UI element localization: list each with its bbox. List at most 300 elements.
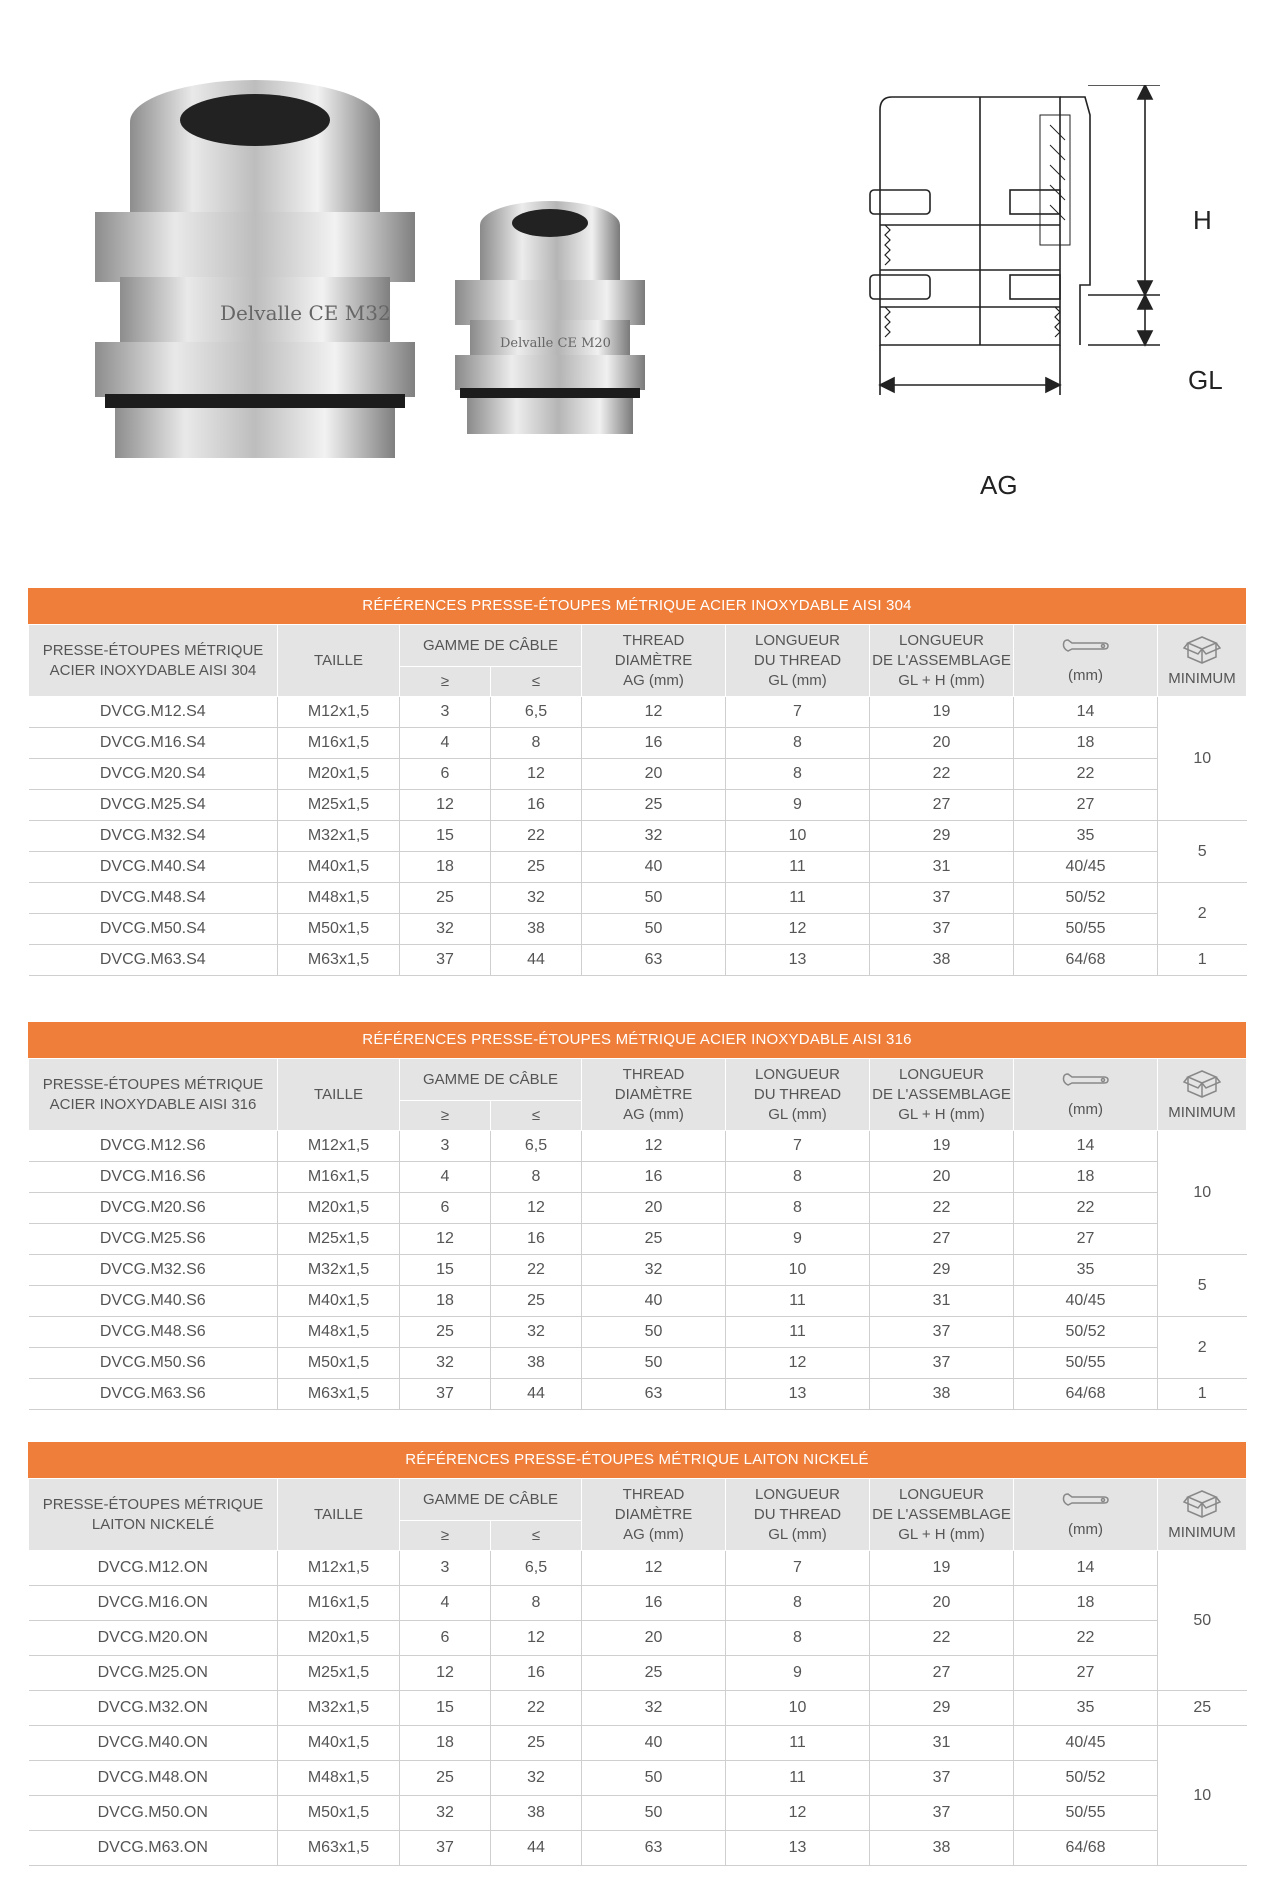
cell-taille: M50x1,5	[278, 914, 400, 945]
cell-longueur-gl: 13	[726, 1379, 870, 1410]
cell-longueur-gl: 8	[726, 1162, 870, 1193]
cell-cable-max: 22	[491, 1691, 582, 1726]
table-title: RÉFÉRENCES PRESSE-ÉTOUPES MÉTRIQUE ACIER INOXYDABLE AISI 316	[28, 1022, 1246, 1058]
cell-taille: M32x1,5	[278, 1255, 400, 1286]
cell-cable-max: 12	[491, 1193, 582, 1224]
table-row	[29, 1551, 1247, 1586]
cell-reference: DVCG.M25.S6	[29, 1224, 278, 1255]
cell-longueur-assemblage: 38	[870, 945, 1014, 976]
cell-minimum: 10	[1158, 1131, 1247, 1255]
cell-longueur-gl: 10	[726, 1691, 870, 1726]
cell-cable-min: 12	[400, 790, 491, 821]
cell-reference: DVCG.M50.ON	[29, 1796, 278, 1831]
cell-minimum: 10	[1158, 697, 1247, 821]
cell-reference: DVCG.M25.ON	[29, 1656, 278, 1691]
cell-longueur-gl: 13	[726, 945, 870, 976]
header-longueur-thread: LONGUEUR DU THREAD GL (mm)	[726, 625, 870, 697]
cell-longueur-assemblage: 31	[870, 1286, 1014, 1317]
cell-cle: 18	[1014, 1586, 1158, 1621]
cell-cable-min: 4	[400, 1586, 491, 1621]
table-row	[29, 1348, 1247, 1379]
gland-marking-large: Delvalle CE M32	[220, 301, 391, 325]
cell-thread-ag: 40	[582, 852, 726, 883]
cable-gland-large-photo	[90, 72, 420, 472]
cell-cable-max: 8	[491, 1586, 582, 1621]
table-row	[29, 1379, 1247, 1410]
cell-reference: DVCG.M25.S4	[29, 790, 278, 821]
cell-longueur-gl: 13	[726, 1831, 870, 1866]
cell-taille: M16x1,5	[278, 1162, 400, 1193]
cell-cle: 50/55	[1014, 1796, 1158, 1831]
cell-cle: 18	[1014, 1162, 1158, 1193]
cell-longueur-gl: 11	[726, 883, 870, 914]
cell-longueur-assemblage: 19	[870, 1551, 1014, 1586]
cell-reference: DVCG.M32.S6	[29, 1255, 278, 1286]
cell-reference: DVCG.M12.ON	[29, 1551, 278, 1586]
cell-cable-max: 8	[491, 728, 582, 759]
cell-longueur-assemblage: 37	[870, 914, 1014, 945]
dimension-label-h: H	[1193, 205, 1212, 235]
table-row	[29, 883, 1247, 914]
cell-thread-ag: 40	[582, 1286, 726, 1317]
cell-thread-ag: 25	[582, 1656, 726, 1691]
header-wrench-size: (mm)	[1014, 1479, 1158, 1551]
table-row	[29, 1131, 1247, 1162]
cell-taille: M32x1,5	[278, 821, 400, 852]
cell-cable-min: 4	[400, 1162, 491, 1193]
cell-minimum: 5	[1158, 1255, 1247, 1317]
table-row	[29, 945, 1247, 976]
cell-longueur-gl: 9	[726, 1656, 870, 1691]
cell-longueur-assemblage: 19	[870, 1131, 1014, 1162]
header-minimum: MINIMUM	[1158, 1479, 1247, 1551]
cell-longueur-assemblage: 37	[870, 1348, 1014, 1379]
cell-thread-ag: 32	[582, 1255, 726, 1286]
cell-taille: M40x1,5	[278, 1286, 400, 1317]
header-thread-diametre: THREAD DIAMÈTRE AG (mm)	[582, 1479, 726, 1551]
cell-cle: 40/45	[1014, 1726, 1158, 1761]
cell-reference: DVCG.M40.S4	[29, 852, 278, 883]
cell-longueur-gl: 12	[726, 1796, 870, 1831]
cell-cable-max: 32	[491, 1761, 582, 1796]
cell-cable-min: 32	[400, 1348, 491, 1379]
header-ge: ≥	[400, 1101, 491, 1131]
table-title: RÉFÉRENCES PRESSE-ÉTOUPES MÉTRIQUE ACIER INOXYDABLE AISI 304	[28, 588, 1246, 624]
cell-taille: M20x1,5	[278, 1621, 400, 1656]
header-longueur-assemblage: LONGUEUR DE L'ASSEMBLAGE GL + H (mm)	[870, 1479, 1014, 1551]
wrench-icon	[1060, 1490, 1112, 1514]
cell-reference: DVCG.M63.ON	[29, 1831, 278, 1866]
header-reference: PRESSE-ÉTOUPES MÉTRIQUE ACIER INOXYDABLE AISI 304	[29, 625, 278, 697]
cell-minimum: 2	[1158, 1317, 1247, 1379]
cell-thread-ag: 32	[582, 1691, 726, 1726]
header-reference: PRESSE-ÉTOUPES MÉTRIQUE LAITON NICKELÉ	[29, 1479, 278, 1551]
table-row	[29, 1586, 1247, 1621]
reference-table-aisi-316	[28, 1022, 1246, 1410]
cell-longueur-gl: 7	[726, 1551, 870, 1586]
cell-thread-ag: 25	[582, 1224, 726, 1255]
cell-cle: 14	[1014, 1131, 1158, 1162]
cell-longueur-gl: 11	[726, 1317, 870, 1348]
dimension-drawing	[860, 85, 1220, 515]
cell-thread-ag: 20	[582, 759, 726, 790]
table-row	[29, 1656, 1247, 1691]
table-row	[29, 1286, 1247, 1317]
cell-cable-max: 8	[491, 1162, 582, 1193]
header-taille: TAILLE	[278, 625, 400, 697]
cell-longueur-assemblage: 20	[870, 728, 1014, 759]
header-taille: TAILLE	[278, 1059, 400, 1131]
cell-longueur-assemblage: 22	[870, 759, 1014, 790]
cell-cable-min: 15	[400, 821, 491, 852]
cell-cable-max: 44	[491, 945, 582, 976]
cell-minimum: 2	[1158, 883, 1247, 945]
cell-minimum: 5	[1158, 821, 1247, 883]
cell-cable-max: 32	[491, 1317, 582, 1348]
header-longueur-thread: LONGUEUR DU THREAD GL (mm)	[726, 1479, 870, 1551]
cell-taille: M63x1,5	[278, 1831, 400, 1866]
cell-reference: DVCG.M20.S6	[29, 1193, 278, 1224]
cell-reference: DVCG.M12.S6	[29, 1131, 278, 1162]
cell-taille: M20x1,5	[278, 759, 400, 790]
cell-thread-ag: 63	[582, 1831, 726, 1866]
header-reference: PRESSE-ÉTOUPES MÉTRIQUE ACIER INOXYDABLE AISI 316	[29, 1059, 278, 1131]
cell-cle: 18	[1014, 728, 1158, 759]
cell-cable-min: 37	[400, 945, 491, 976]
cell-cable-min: 12	[400, 1224, 491, 1255]
cell-cable-min: 15	[400, 1691, 491, 1726]
cell-thread-ag: 50	[582, 914, 726, 945]
cell-longueur-gl: 8	[726, 1193, 870, 1224]
table-row	[29, 1255, 1247, 1286]
cell-cable-min: 4	[400, 728, 491, 759]
cell-longueur-gl: 10	[726, 821, 870, 852]
cell-taille: M20x1,5	[278, 1193, 400, 1224]
table-row	[29, 1831, 1247, 1866]
cell-cle: 35	[1014, 1691, 1158, 1726]
cell-thread-ag: 12	[582, 1131, 726, 1162]
cell-thread-ag: 32	[582, 821, 726, 852]
cell-longueur-assemblage: 31	[870, 1726, 1014, 1761]
cell-cle: 40/45	[1014, 852, 1158, 883]
cell-cle: 35	[1014, 821, 1158, 852]
table-row	[29, 1193, 1247, 1224]
cell-taille: M25x1,5	[278, 790, 400, 821]
cell-taille: M32x1,5	[278, 1691, 400, 1726]
cell-taille: M40x1,5	[278, 1726, 400, 1761]
cell-longueur-gl: 8	[726, 728, 870, 759]
cell-cable-max: 25	[491, 852, 582, 883]
wrench-icon	[1060, 636, 1112, 660]
cell-cable-min: 6	[400, 759, 491, 790]
cell-cle: 50/52	[1014, 1317, 1158, 1348]
header-gamme-cable: GAMME DE CÂBLE	[400, 625, 582, 667]
cell-longueur-assemblage: 29	[870, 1255, 1014, 1286]
cell-reference: DVCG.M48.S4	[29, 883, 278, 914]
cell-thread-ag: 12	[582, 1551, 726, 1586]
table-row	[29, 790, 1247, 821]
cell-longueur-gl: 8	[726, 1586, 870, 1621]
cell-cable-min: 25	[400, 1761, 491, 1796]
cell-cle: 14	[1014, 697, 1158, 728]
cell-taille: M63x1,5	[278, 1379, 400, 1410]
cell-taille: M12x1,5	[278, 1131, 400, 1162]
cell-thread-ag: 40	[582, 1726, 726, 1761]
table-row	[29, 1621, 1247, 1656]
reference-table-laiton-nickele	[28, 1442, 1246, 1866]
cell-longueur-gl: 11	[726, 1761, 870, 1796]
cell-reference: DVCG.M12.S4	[29, 697, 278, 728]
cell-cle: 40/45	[1014, 1286, 1158, 1317]
cell-minimum: 25	[1158, 1691, 1247, 1726]
cell-reference: DVCG.M50.S6	[29, 1348, 278, 1379]
cell-longueur-assemblage: 19	[870, 697, 1014, 728]
cell-cle: 64/68	[1014, 1379, 1158, 1410]
header-le: ≤	[491, 667, 582, 697]
cell-taille: M48x1,5	[278, 1317, 400, 1348]
cell-reference: DVCG.M40.ON	[29, 1726, 278, 1761]
cell-taille: M63x1,5	[278, 945, 400, 976]
cell-thread-ag: 16	[582, 728, 726, 759]
header-longueur-thread: LONGUEUR DU THREAD GL (mm)	[726, 1059, 870, 1131]
cell-taille: M25x1,5	[278, 1224, 400, 1255]
gland-marking-small: Delvalle CE M20	[500, 336, 611, 351]
cell-cle: 22	[1014, 1193, 1158, 1224]
cell-taille: M12x1,5	[278, 697, 400, 728]
table-row	[29, 1317, 1247, 1348]
cell-longueur-gl: 11	[726, 1286, 870, 1317]
header-longueur-assemblage: LONGUEUR DE L'ASSEMBLAGE GL + H (mm)	[870, 1059, 1014, 1131]
cell-cable-max: 16	[491, 790, 582, 821]
cell-thread-ag: 16	[582, 1162, 726, 1193]
cell-taille: M50x1,5	[278, 1348, 400, 1379]
cell-cable-min: 37	[400, 1831, 491, 1866]
cell-minimum: 1	[1158, 945, 1247, 976]
cell-longueur-assemblage: 27	[870, 1656, 1014, 1691]
cell-cable-min: 6	[400, 1193, 491, 1224]
cell-cable-max: 16	[491, 1224, 582, 1255]
cell-longueur-assemblage: 27	[870, 1224, 1014, 1255]
cell-cable-max: 6,5	[491, 1131, 582, 1162]
cell-minimum: 10	[1158, 1726, 1247, 1866]
cell-thread-ag: 50	[582, 1348, 726, 1379]
cell-thread-ag: 50	[582, 883, 726, 914]
cell-longueur-gl: 7	[726, 697, 870, 728]
cell-longueur-assemblage: 20	[870, 1162, 1014, 1193]
cell-reference: DVCG.M48.ON	[29, 1761, 278, 1796]
header-le: ≤	[491, 1521, 582, 1551]
cell-longueur-gl: 11	[726, 852, 870, 883]
header-longueur-assemblage: LONGUEUR DE L'ASSEMBLAGE GL + H (mm)	[870, 625, 1014, 697]
cell-reference: DVCG.M16.ON	[29, 1586, 278, 1621]
table-row	[29, 1691, 1247, 1726]
cell-cle: 22	[1014, 759, 1158, 790]
header-taille: TAILLE	[278, 1479, 400, 1551]
table-title: RÉFÉRENCES PRESSE-ÉTOUPES MÉTRIQUE LAITON NICKELÉ	[28, 1442, 1246, 1478]
cell-cable-min: 12	[400, 1656, 491, 1691]
cell-cable-min: 3	[400, 1131, 491, 1162]
cell-cle: 35	[1014, 1255, 1158, 1286]
cell-cable-min: 32	[400, 1796, 491, 1831]
cell-longueur-assemblage: 22	[870, 1193, 1014, 1224]
cell-cable-max: 25	[491, 1286, 582, 1317]
cell-cable-min: 3	[400, 697, 491, 728]
cell-thread-ag: 50	[582, 1761, 726, 1796]
cell-longueur-assemblage: 31	[870, 852, 1014, 883]
cell-cable-min: 18	[400, 852, 491, 883]
box-icon	[1182, 1067, 1222, 1099]
cell-reference: DVCG.M16.S4	[29, 728, 278, 759]
cell-reference: DVCG.M50.S4	[29, 914, 278, 945]
cell-longueur-assemblage: 37	[870, 883, 1014, 914]
cell-thread-ag: 50	[582, 1317, 726, 1348]
cell-cle: 22	[1014, 1621, 1158, 1656]
cell-taille: M48x1,5	[278, 883, 400, 914]
header-ge: ≥	[400, 1521, 491, 1551]
table-row	[29, 728, 1247, 759]
cell-thread-ag: 12	[582, 697, 726, 728]
cell-thread-ag: 20	[582, 1621, 726, 1656]
cell-cle: 14	[1014, 1551, 1158, 1586]
cell-minimum: 1	[1158, 1379, 1247, 1410]
cell-cable-min: 3	[400, 1551, 491, 1586]
cell-reference: DVCG.M32.S4	[29, 821, 278, 852]
cell-thread-ag: 16	[582, 1586, 726, 1621]
cell-taille: M16x1,5	[278, 1586, 400, 1621]
cell-cle: 64/68	[1014, 1831, 1158, 1866]
cell-longueur-gl: 11	[726, 1726, 870, 1761]
cell-cle: 64/68	[1014, 945, 1158, 976]
cell-cable-min: 18	[400, 1286, 491, 1317]
cell-cable-max: 22	[491, 1255, 582, 1286]
header-minimum: MINIMUM	[1158, 625, 1247, 697]
cell-longueur-assemblage: 37	[870, 1761, 1014, 1796]
cell-cable-max: 44	[491, 1831, 582, 1866]
table-row	[29, 821, 1247, 852]
table-row	[29, 914, 1247, 945]
cell-taille: M40x1,5	[278, 852, 400, 883]
box-icon	[1182, 633, 1222, 665]
cell-longueur-gl: 10	[726, 1255, 870, 1286]
cell-cable-max: 38	[491, 1348, 582, 1379]
cell-cable-max: 12	[491, 759, 582, 790]
cell-reference: DVCG.M20.ON	[29, 1621, 278, 1656]
cell-longueur-gl: 7	[726, 1131, 870, 1162]
dimension-label-gl: GL	[1188, 365, 1223, 395]
cell-cable-max: 6,5	[491, 1551, 582, 1586]
cell-cle: 50/55	[1014, 1348, 1158, 1379]
table-row	[29, 759, 1247, 790]
cell-cable-min: 15	[400, 1255, 491, 1286]
cell-longueur-assemblage: 38	[870, 1831, 1014, 1866]
cell-longueur-assemblage: 29	[870, 1691, 1014, 1726]
cell-taille: M16x1,5	[278, 728, 400, 759]
cell-taille: M25x1,5	[278, 1656, 400, 1691]
cell-thread-ag: 50	[582, 1796, 726, 1831]
dimension-label-ag: AG	[980, 470, 1018, 500]
cell-longueur-gl: 12	[726, 914, 870, 945]
cell-reference: DVCG.M20.S4	[29, 759, 278, 790]
cell-thread-ag: 63	[582, 945, 726, 976]
cell-cable-max: 32	[491, 883, 582, 914]
cell-longueur-assemblage: 22	[870, 1621, 1014, 1656]
cell-cable-min: 18	[400, 1726, 491, 1761]
table-row	[29, 1162, 1247, 1193]
wrench-icon	[1060, 1070, 1112, 1094]
cell-taille: M12x1,5	[278, 1551, 400, 1586]
header-thread-diametre: THREAD DIAMÈTRE AG (mm)	[582, 1059, 726, 1131]
cell-cle: 50/52	[1014, 883, 1158, 914]
cable-gland-small-photo	[445, 195, 655, 445]
cell-cle: 50/55	[1014, 914, 1158, 945]
cell-reference: DVCG.M16.S6	[29, 1162, 278, 1193]
cell-cable-max: 16	[491, 1656, 582, 1691]
header-ge: ≥	[400, 667, 491, 697]
cell-reference: DVCG.M63.S6	[29, 1379, 278, 1410]
cell-cable-min: 25	[400, 883, 491, 914]
table-row	[29, 1796, 1247, 1831]
cell-cle: 50/52	[1014, 1761, 1158, 1796]
header-gamme-cable: GAMME DE CÂBLE	[400, 1059, 582, 1101]
cell-cable-min: 25	[400, 1317, 491, 1348]
header-le: ≤	[491, 1101, 582, 1131]
cell-longueur-assemblage: 38	[870, 1379, 1014, 1410]
cell-longueur-gl: 8	[726, 1621, 870, 1656]
cell-reference: DVCG.M48.S6	[29, 1317, 278, 1348]
cell-thread-ag: 25	[582, 790, 726, 821]
table-row	[29, 1224, 1247, 1255]
cell-cle: 27	[1014, 1224, 1158, 1255]
cell-cable-max: 38	[491, 914, 582, 945]
cell-longueur-gl: 12	[726, 1348, 870, 1379]
cell-cable-min: 37	[400, 1379, 491, 1410]
cell-cable-max: 25	[491, 1726, 582, 1761]
cell-cle: 27	[1014, 790, 1158, 821]
cell-cable-min: 32	[400, 914, 491, 945]
table-row	[29, 1761, 1247, 1796]
cell-longueur-gl: 8	[726, 759, 870, 790]
cell-cable-max: 6,5	[491, 697, 582, 728]
box-icon	[1182, 1487, 1222, 1519]
cell-thread-ag: 20	[582, 1193, 726, 1224]
header-gamme-cable: GAMME DE CÂBLE	[400, 1479, 582, 1521]
cell-reference: DVCG.M40.S6	[29, 1286, 278, 1317]
cell-taille: M48x1,5	[278, 1761, 400, 1796]
cell-thread-ag: 63	[582, 1379, 726, 1410]
reference-table-aisi-304	[28, 588, 1246, 976]
table-row	[29, 852, 1247, 883]
cell-longueur-assemblage: 37	[870, 1317, 1014, 1348]
cell-cable-max: 38	[491, 1796, 582, 1831]
table-row	[29, 1726, 1247, 1761]
cell-longueur-assemblage: 29	[870, 821, 1014, 852]
cell-cle: 27	[1014, 1656, 1158, 1691]
header-thread-diametre: THREAD DIAMÈTRE AG (mm)	[582, 625, 726, 697]
cell-reference: DVCG.M63.S4	[29, 945, 278, 976]
cell-cable-min: 6	[400, 1621, 491, 1656]
cell-longueur-assemblage: 37	[870, 1796, 1014, 1831]
cell-longueur-gl: 9	[726, 1224, 870, 1255]
header-wrench-size: (mm)	[1014, 1059, 1158, 1131]
cell-cable-max: 22	[491, 821, 582, 852]
table-row	[29, 697, 1247, 728]
header-minimum: MINIMUM	[1158, 1059, 1247, 1131]
cell-longueur-assemblage: 27	[870, 790, 1014, 821]
cell-cable-max: 44	[491, 1379, 582, 1410]
cell-longueur-assemblage: 20	[870, 1586, 1014, 1621]
cell-cable-max: 12	[491, 1621, 582, 1656]
cell-reference: DVCG.M32.ON	[29, 1691, 278, 1726]
